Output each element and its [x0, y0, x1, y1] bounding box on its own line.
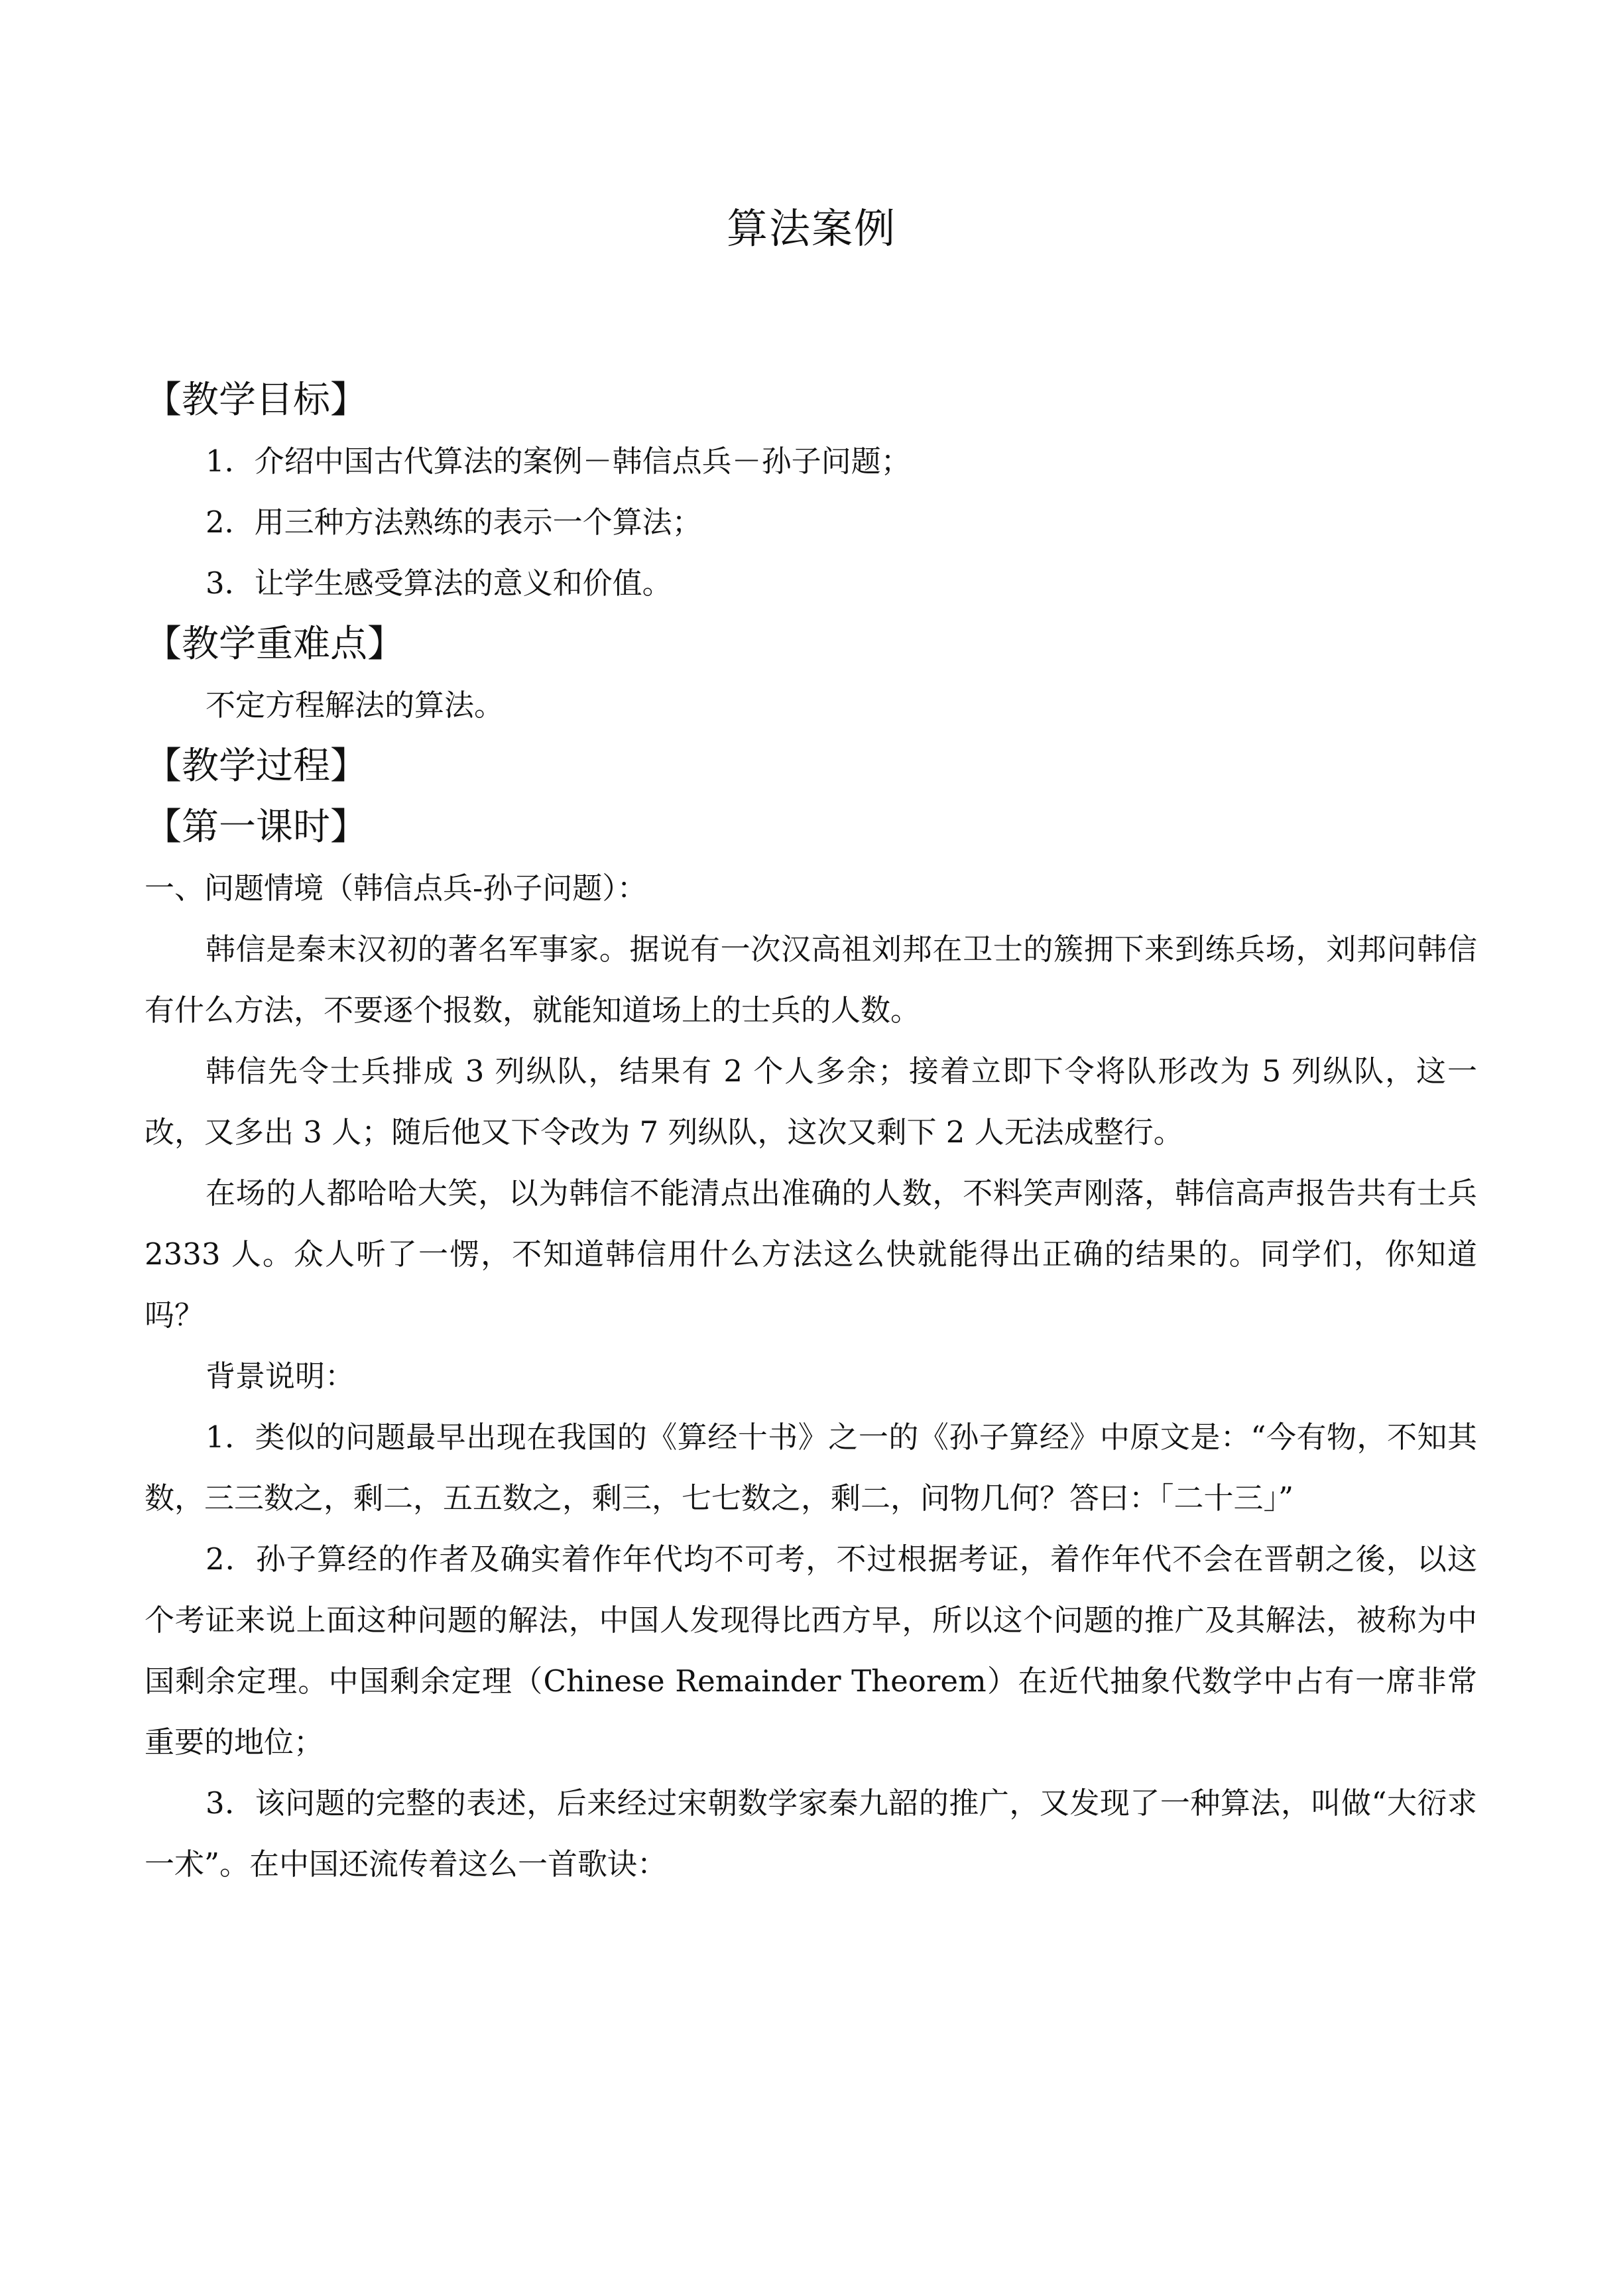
document-title: 算法案例	[726, 204, 896, 253]
objective-item-3: 3．让学生感受算法的意义和价值。	[206, 566, 672, 601]
paragraph-story-2: 韩信先令士兵排成 3 列纵队，结果有 2 个人多余；接着立即下令将队形改为 5 列纵队，这一改，又多出 3 人；随后他又下令改为 7 列纵队，这次又剩下 2 人无法成整行。	[145, 1054, 1477, 1150]
section-heading-first-lesson: 【第一课时】	[145, 806, 367, 849]
section-heading-process: 【教学过程】	[145, 745, 367, 788]
objective-item-2: 2．用三种方法熟练的表示一个算法；	[206, 505, 702, 540]
background-label: 背景说明：	[206, 1359, 355, 1394]
objective-item-1: 1．介绍中国古代算法的案例－韩信点兵－孙子问题；	[206, 444, 911, 479]
problem-context-subheading: 一、问题情境（韩信点兵-孙子问题）：	[145, 871, 647, 906]
document-body	[145, 370, 1477, 1895]
paragraph-story-1: 韩信是秦末汉初的著名军事家。据说有一次汉高祖刘邦在卫士的簇拥下来到练兵场，刘邦问韩信有什么方法，不要逐个报数，就能知道场上的士兵的人数。	[145, 932, 1477, 1028]
section-heading-objectives: 【教学目标】	[145, 379, 367, 422]
background-note-3: 3．该问题的完整的表述，后来经过宋朝数学家秦九韶的推广，又发现了一种算法，叫做“大衍求一术”。在中国还流传着这么一首歌诀：	[145, 1785, 1477, 1882]
paragraph-story-3: 在场的人都哈哈大笑，以为韩信不能清点出准确的人数，不料笑声刚落，韩信高声报告共有士兵 2333 人。众人听了一愣，不知道韩信用什么方法这么快就能得出正确的结果的。同学们，你知道吗？	[145, 1176, 1477, 1333]
key-points-text: 不定方程解法的算法。	[206, 688, 505, 723]
section-heading-key-points: 【教学重难点】	[145, 623, 404, 666]
background-note-2: 2．孙子算经的作者及确实着作年代均不可考，不过根据考证，着作年代不会在晋朝之後，以这个考证来说上面这种问题的解法，中国人发现得比西方早，所以这个问题的推广及其解法，被称为中国剩余定理。中国剩余定理（Chinese Remainder Theorem）在近代抽象代数学中占有一席非常重要的地位；	[145, 1541, 1477, 1760]
background-note-1: 1．类似的问题最早出现在我国的《算经十书》之一的《孙子算经》中原文是：“今有物，不知其数，三三数之，剩二，五五数之，剩三，七七数之，剩二，问物几何？答曰：「二十三」”	[145, 1420, 1477, 1516]
